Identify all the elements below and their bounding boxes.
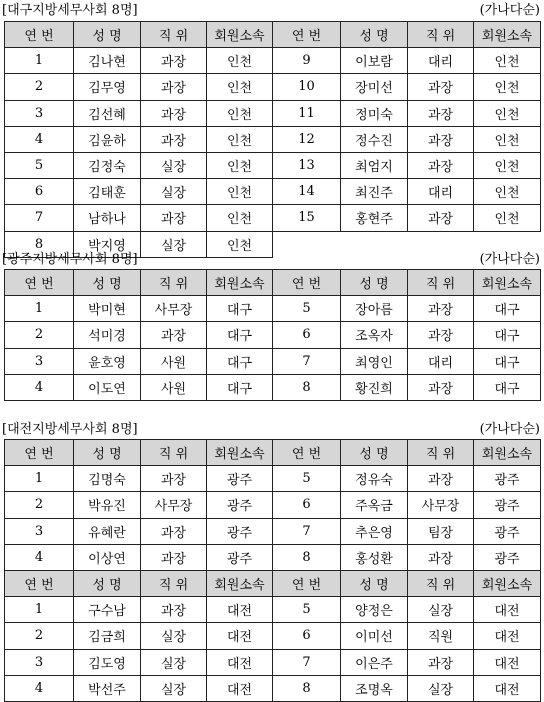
table-cell: 홍성환 xyxy=(341,544,408,570)
table-cell: 김선혜 xyxy=(74,100,141,126)
table-cell: 과장 xyxy=(408,74,474,100)
table-cell: 인천 xyxy=(207,179,273,205)
section-title: [대구지방세무사회 8명] xyxy=(2,3,138,18)
header-row xyxy=(5,440,541,466)
sort-note: (가나다순) xyxy=(479,422,540,437)
table-cell: 팀장 xyxy=(408,518,474,544)
column-header: 직 위 xyxy=(408,440,474,466)
roster-table-daegu xyxy=(4,21,541,258)
column-header: 직 위 xyxy=(141,22,207,48)
table-cell: 대구 xyxy=(474,296,541,322)
table-cell: 대구 xyxy=(207,322,273,348)
column-header: 연 번 xyxy=(273,22,341,48)
table-cell: 과장 xyxy=(141,48,207,74)
table-cell: 사원 xyxy=(141,374,207,400)
table-cell: 최진주 xyxy=(341,179,408,205)
table-cell: 실장 xyxy=(141,649,207,675)
table-cell: 인천 xyxy=(207,152,273,178)
table-cell: 인천 xyxy=(207,126,273,152)
sort-note: (가나다순) xyxy=(479,252,540,267)
table-row xyxy=(5,322,541,348)
table-cell: 박지영 xyxy=(74,231,141,257)
table-cell: 김명숙 xyxy=(74,466,141,492)
table-cell: 11 xyxy=(273,100,341,126)
table-cell: 대구 xyxy=(474,322,541,348)
table-cell: 대구 xyxy=(474,374,541,400)
table-row xyxy=(5,597,541,623)
column-header: 회원소속 xyxy=(207,270,273,296)
table-cell: 최엄지 xyxy=(341,152,408,178)
table-cell: 광주 xyxy=(207,492,273,518)
table-cell: 6 xyxy=(273,623,341,649)
table-cell: 2 xyxy=(5,322,74,348)
column-header: 회원소속 xyxy=(207,22,273,48)
table-cell: 이미선 xyxy=(341,623,408,649)
table-cell: 장미선 xyxy=(341,74,408,100)
table-cell: 이상연 xyxy=(74,544,141,570)
column-header: 연 번 xyxy=(273,570,341,596)
table-row xyxy=(5,623,541,649)
table-cell: 9 xyxy=(273,48,341,74)
table-cell: 대구 xyxy=(207,374,273,400)
table-row xyxy=(5,179,541,205)
table-cell: 김무영 xyxy=(74,74,141,100)
table-cell: 대리 xyxy=(408,348,474,374)
table-cell: 1 xyxy=(5,296,74,322)
column-header: 성 명 xyxy=(341,570,408,596)
table-body xyxy=(5,270,541,401)
roster-table-gwangju xyxy=(4,269,541,401)
table-cell: 대전 xyxy=(474,649,541,675)
column-header: 직 위 xyxy=(408,570,474,596)
table-cell: 4 xyxy=(5,126,74,152)
section-caption-gwangju xyxy=(2,251,542,269)
table-cell: 정미숙 xyxy=(341,100,408,126)
table-cell: 2 xyxy=(5,623,74,649)
table-cell: 인천 xyxy=(474,152,541,178)
table-cell: 2 xyxy=(5,74,74,100)
table-cell: 8 xyxy=(273,675,341,701)
column-header: 직 위 xyxy=(141,440,207,466)
table-cell: 대전 xyxy=(207,649,273,675)
table-cell: 6 xyxy=(273,492,341,518)
table-cell: 구수남 xyxy=(74,597,141,623)
table-cell: 양정은 xyxy=(341,597,408,623)
table-row xyxy=(5,492,541,518)
table-cell: 10 xyxy=(273,74,341,100)
table-cell: 5 xyxy=(273,296,341,322)
table-cell: 직원 xyxy=(408,623,474,649)
table-row xyxy=(5,152,541,178)
sort-note: (가나다순) xyxy=(479,3,540,18)
table-cell: 7 xyxy=(5,205,74,231)
table-cell: 과장 xyxy=(408,205,474,231)
table-cell: 윤호영 xyxy=(74,348,141,374)
table-cell: 15 xyxy=(273,205,341,231)
table-cell: 과장 xyxy=(408,296,474,322)
table-cell: 과장 xyxy=(141,74,207,100)
column-header: 성 명 xyxy=(341,440,408,466)
header-row xyxy=(5,570,541,596)
table-cell: 과장 xyxy=(408,100,474,126)
roster-table-daejeon xyxy=(4,439,541,702)
column-header: 연 번 xyxy=(5,22,74,48)
table-cell: 인천 xyxy=(474,48,541,74)
table-cell: 과장 xyxy=(141,466,207,492)
table-cell: 광주 xyxy=(474,518,541,544)
section-caption-daejeon xyxy=(2,421,542,439)
table-cell: 정수진 xyxy=(341,126,408,152)
table-cell: 광주 xyxy=(474,492,541,518)
table-cell: 광주 xyxy=(207,544,273,570)
header-row xyxy=(5,22,541,48)
table-cell: 인천 xyxy=(474,74,541,100)
section-caption-daegu xyxy=(2,2,542,20)
table-cell: 과장 xyxy=(408,126,474,152)
table-cell: 이도연 xyxy=(74,374,141,400)
table-cell: 사무장 xyxy=(408,492,474,518)
table-cell: 이보람 xyxy=(341,48,408,74)
table-cell: 6 xyxy=(5,179,74,205)
table-cell: 인천 xyxy=(474,100,541,126)
column-header: 회원소속 xyxy=(474,440,541,466)
table-cell: 이은주 xyxy=(341,649,408,675)
table-cell: 실장 xyxy=(141,675,207,701)
table-cell: 과장 xyxy=(408,152,474,178)
table-cell: 3 xyxy=(5,348,74,374)
table-cell: 대구 xyxy=(207,296,273,322)
table-cell: 실장 xyxy=(141,231,207,257)
table-cell: 대구 xyxy=(474,348,541,374)
column-header: 직 위 xyxy=(141,570,207,596)
column-header: 연 번 xyxy=(5,570,74,596)
table-cell: 인천 xyxy=(207,205,273,231)
table-cell: 박유진 xyxy=(74,492,141,518)
table-cell: 광주 xyxy=(474,544,541,570)
column-header: 연 번 xyxy=(273,270,341,296)
table-row xyxy=(5,544,541,570)
table-cell: 7 xyxy=(273,518,341,544)
table-cell: 인천 xyxy=(474,205,541,231)
table-cell: 과장 xyxy=(141,322,207,348)
table-cell: 13 xyxy=(273,152,341,178)
table-cell: 4 xyxy=(5,544,74,570)
table-cell: 과장 xyxy=(141,597,207,623)
table-cell: 1 xyxy=(5,597,74,623)
table-cell: 박선주 xyxy=(74,675,141,701)
column-header: 연 번 xyxy=(5,440,74,466)
table-cell: 석미경 xyxy=(74,322,141,348)
table-cell: 과장 xyxy=(141,544,207,570)
table-cell: 4 xyxy=(5,374,74,400)
section-title: [광주지방세무사회 8명] xyxy=(2,252,138,267)
table-cell: 대전 xyxy=(474,623,541,649)
table-cell: 김태훈 xyxy=(74,179,141,205)
table-cell: 과장 xyxy=(408,374,474,400)
table-cell: 대전 xyxy=(474,597,541,623)
table-cell: 대전 xyxy=(207,623,273,649)
table-cell: 인천 xyxy=(474,179,541,205)
table-cell: 3 xyxy=(5,100,74,126)
table-cell: 인천 xyxy=(207,231,273,257)
table-cell: 대전 xyxy=(207,675,273,701)
table-cell: 5 xyxy=(273,597,341,623)
table-cell: 과장 xyxy=(408,649,474,675)
column-header: 성 명 xyxy=(74,440,141,466)
column-header: 성 명 xyxy=(341,22,408,48)
column-header: 회원소속 xyxy=(207,570,273,596)
table-row xyxy=(5,374,541,400)
table-cell: 6 xyxy=(273,322,341,348)
table-cell: 8 xyxy=(273,374,341,400)
table-cell: 남하나 xyxy=(74,205,141,231)
table-cell: 3 xyxy=(5,649,74,675)
table-row xyxy=(5,296,541,322)
column-header: 성 명 xyxy=(341,270,408,296)
table-cell: 장아름 xyxy=(341,296,408,322)
column-header: 직 위 xyxy=(408,270,474,296)
table-cell: 대전 xyxy=(207,597,273,623)
column-header: 직 위 xyxy=(408,22,474,48)
table-cell: 8 xyxy=(273,544,341,570)
column-header: 회원소속 xyxy=(474,570,541,596)
table-cell: 과장 xyxy=(141,518,207,544)
table-cell: 4 xyxy=(5,675,74,701)
table-cell: 8 xyxy=(5,231,74,257)
section-title: [대전지방세무사회 8명] xyxy=(2,422,138,437)
table-cell: 1 xyxy=(5,48,74,74)
table-row xyxy=(5,205,541,231)
table-cell: 과장 xyxy=(141,205,207,231)
column-header: 성 명 xyxy=(74,22,141,48)
table-row xyxy=(5,100,541,126)
column-header: 직 위 xyxy=(141,270,207,296)
table-cell: 김금희 xyxy=(74,623,141,649)
table-cell: 조옥자 xyxy=(341,322,408,348)
column-header: 회원소속 xyxy=(474,270,541,296)
column-header: 회원소속 xyxy=(474,22,541,48)
table-cell: 실장 xyxy=(408,597,474,623)
table-cell: 인천 xyxy=(207,74,273,100)
column-header: 연 번 xyxy=(5,270,74,296)
table-cell: 홍현주 xyxy=(341,205,408,231)
column-header: 성 명 xyxy=(74,270,141,296)
table-cell: 김나현 xyxy=(74,48,141,74)
table-cell: 5 xyxy=(5,152,74,178)
table-cell: 광주 xyxy=(207,518,273,544)
column-header: 연 번 xyxy=(273,440,341,466)
table-cell: 과장 xyxy=(141,100,207,126)
table-cell: 2 xyxy=(5,492,74,518)
table-cell: 주옥금 xyxy=(341,492,408,518)
table-cell: 김정숙 xyxy=(74,152,141,178)
table-cell: 과장 xyxy=(408,322,474,348)
column-header: 회원소속 xyxy=(207,440,273,466)
table-row xyxy=(5,518,541,544)
table-cell: 인천 xyxy=(207,100,273,126)
table-cell: 광주 xyxy=(207,466,273,492)
table-row xyxy=(5,675,541,701)
table-cell: 실장 xyxy=(141,623,207,649)
table-body xyxy=(5,22,541,258)
table-cell: 5 xyxy=(273,466,341,492)
table-cell: 사원 xyxy=(141,348,207,374)
table-cell: 실장 xyxy=(408,675,474,701)
table-cell: 과장 xyxy=(408,466,474,492)
table-row xyxy=(5,348,541,374)
table-row xyxy=(5,126,541,152)
table-cell: 14 xyxy=(273,179,341,205)
table-cell: 대구 xyxy=(207,348,273,374)
column-header: 성 명 xyxy=(74,570,141,596)
table-row xyxy=(5,466,541,492)
table-cell: 김도영 xyxy=(74,649,141,675)
table-cell: 인천 xyxy=(207,48,273,74)
table-row xyxy=(5,74,541,100)
table-cell: 대리 xyxy=(408,48,474,74)
table-cell: 황진희 xyxy=(341,374,408,400)
table-cell: 최영인 xyxy=(341,348,408,374)
table-cell: 12 xyxy=(273,126,341,152)
table-cell: 김윤하 xyxy=(74,126,141,152)
table-row xyxy=(5,649,541,675)
table-cell: 인천 xyxy=(474,126,541,152)
table-cell: 사무장 xyxy=(141,492,207,518)
table-cell: 박미현 xyxy=(74,296,141,322)
table-cell: 광주 xyxy=(474,466,541,492)
table-cell: 사무장 xyxy=(141,296,207,322)
table-cell: 3 xyxy=(5,518,74,544)
table-cell: 조명옥 xyxy=(341,675,408,701)
table-cell: 7 xyxy=(273,348,341,374)
table-cell: 추은영 xyxy=(341,518,408,544)
table-cell: 7 xyxy=(273,649,341,675)
table-cell: 실장 xyxy=(141,152,207,178)
table-cell: 유혜란 xyxy=(74,518,141,544)
table-cell: 과장 xyxy=(141,126,207,152)
table-row xyxy=(5,48,541,74)
table-cell: 실장 xyxy=(141,179,207,205)
table-body xyxy=(5,440,541,702)
table-cell: 대전 xyxy=(474,675,541,701)
table-cell: 대리 xyxy=(408,179,474,205)
table-cell: 정유숙 xyxy=(341,466,408,492)
table-cell: 1 xyxy=(5,466,74,492)
header-row xyxy=(5,270,541,296)
table-cell: 과장 xyxy=(408,544,474,570)
